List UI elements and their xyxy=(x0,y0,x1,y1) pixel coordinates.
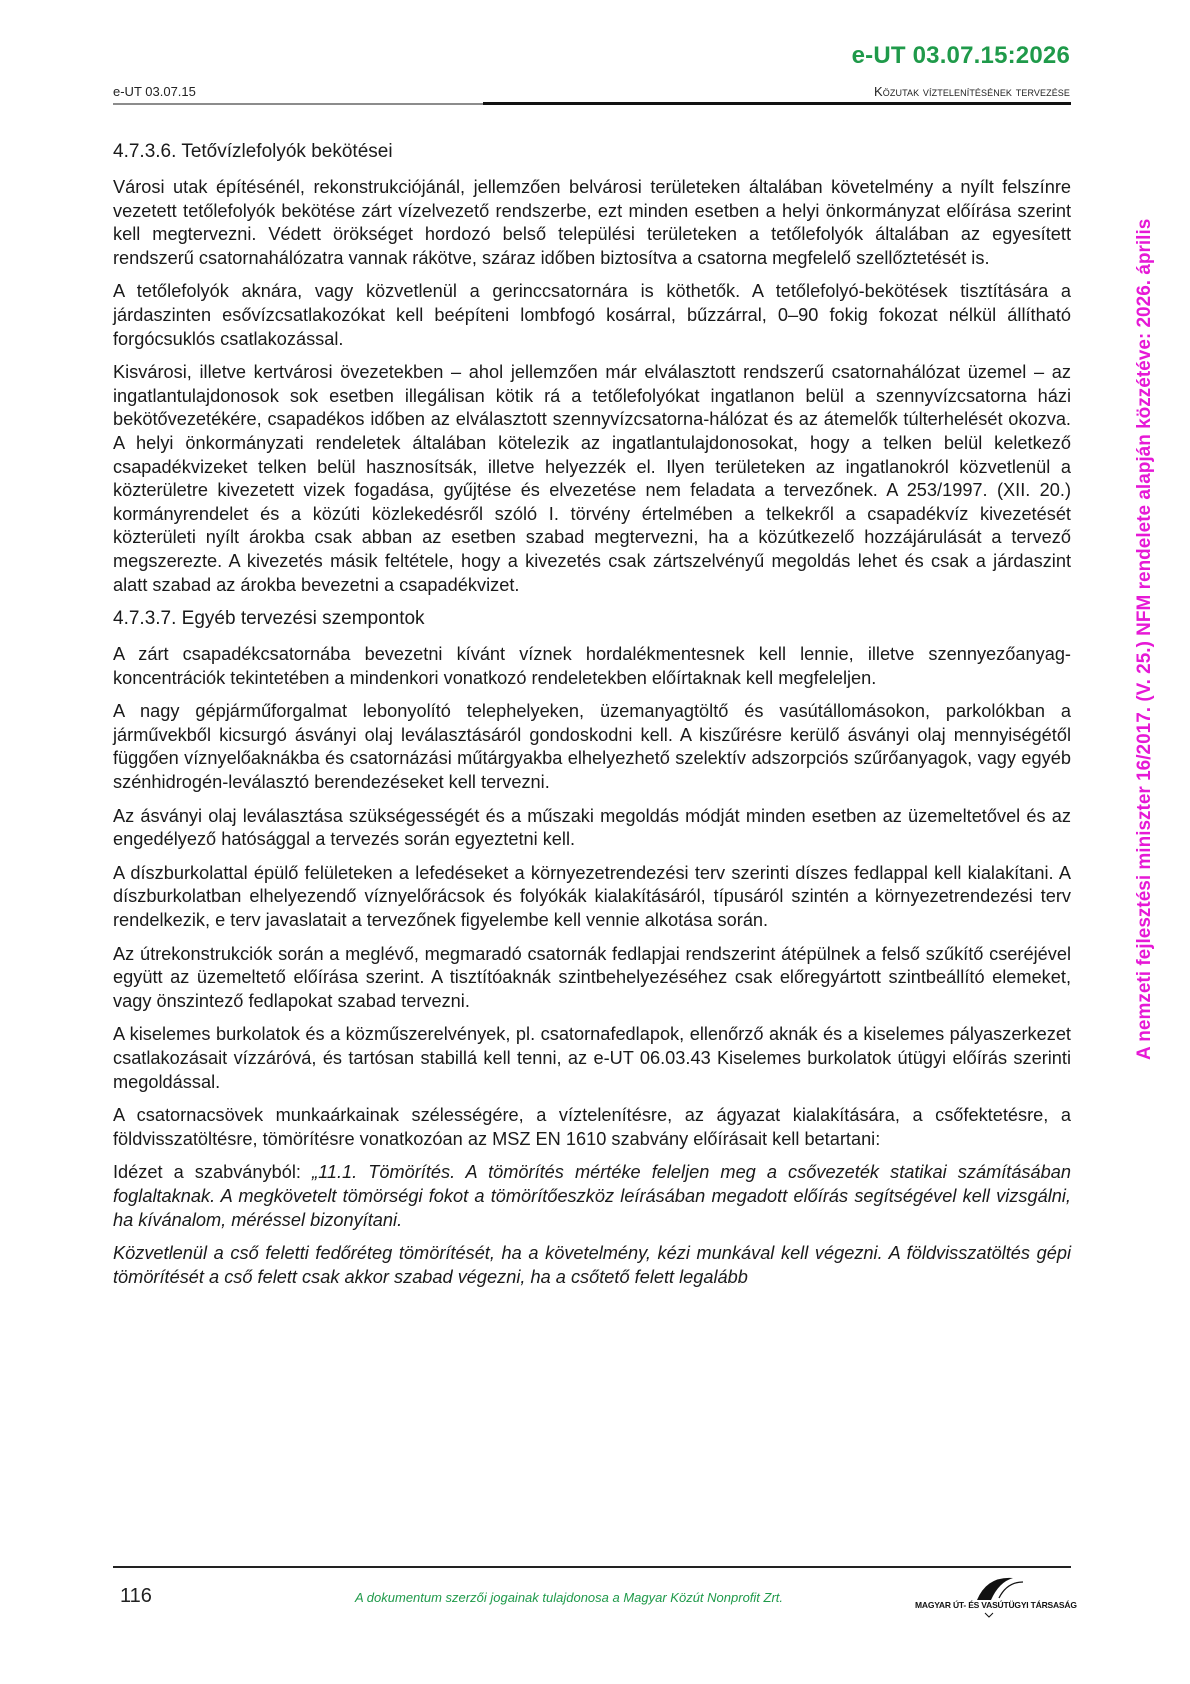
header-left: e-UT 03.07.15 xyxy=(113,84,196,99)
paragraph: Kisvárosi, illetve kertvárosi övezetekben – ahol jellemzően már elválasztott rendszerű csatornahálózat üzemel – az ingatlantulajdonosok sok esetben illegálisan kötik rá a tetőlefolyókat ingatlanon belül a szennyvízcsatorna házi bekötővezetékére, csapadékos időben az elválasztott szennyvízcsatorna-hálózat és az átemelők túlterhelését okozva. A helyi önkormányzati rendeletek általában kötelezik az ingatlantulajdonosokat, hogy a telken belül keletkező csapadékvizeket telken belül hasznosítsák, illetve helyezzék el. Ilyen területeken az ingatlanokról közvetlenül a közterületre kivezetett vizek fogadása, gyűjtése és elvezetése nem feladata a tervezőnek. A 253/1997. (XII. 20.) kormányrendelet és a közúti közlekedésről szóló I. törvény értelmében a telkekről a csapadékvíz kivezetését közterületi nyílt árokba csak abban az esetben szabad megtervezni, ha a közútkezelő hozzájárulását a tervező megszerezte. A kivezetés másik feltétele, hogy a kivezetés csak zártszelvényű megoldás lehet és csak a járdaszint alatt szabad az árokba bevezetni a csapadékvizet. xyxy=(113,362,1071,595)
page-content xyxy=(113,140,1071,1299)
header-rule-right xyxy=(483,102,1071,105)
footer-rule xyxy=(113,1566,1071,1568)
paragraph: Az ásványi olaj leválasztása szükségességét és a műszaki megoldás módját minden esetben az üzemeltetővel és az engedélyező hatósággal a tervezés során egyeztetni kell. xyxy=(113,805,1071,850)
quote-text: „11.1. Tömörítés. A tömörítés mértéke feleljen meg a csővezeték statikai számításában foglaltaknak. A megkövetelt tömörségi fokot a tömörítőeszköz leírásában megadott előírás segítségével kell vizsgálni, ha kívánalom, méréssel bizonyítani. xyxy=(113,1162,1071,1230)
paragraph: A csatornacsövek munkaárkainak szélességére, a víztelenítésre, az ágyazat kialakítására, a csőfektetésre, a földvisszatöltésre, tömörítésre vonatkozóan az MSZ EN 1610 szabvány előírásait kell betartani: xyxy=(113,1105,1071,1149)
section-4-7-3-7 xyxy=(113,607,1071,1289)
header-rule-left xyxy=(113,103,483,105)
document-code: e-UT 03.07.15:2026 xyxy=(851,42,1070,69)
logo-text: MAGYAR ÚT- ÉS VASÚTÜGYI TÁRSASÁG xyxy=(915,1600,1077,1610)
header-right-title: Közutak víztelenítésének tervezése xyxy=(874,84,1070,99)
road-arc-logo-icon xyxy=(915,1570,1075,1620)
page-number: 116 xyxy=(120,1585,152,1607)
side-publication-note: A nemzeti fejlesztési miniszter 16/2017. (V. 25.) NFM rendelete alapján közzétéve: 2026. április xyxy=(1134,218,1155,1060)
paragraph: A kiselemes burkolatok és a közműszerelvények, pl. csatornafedlapok, ellenőrző aknák és a kiselemes pályaszerkezet csatlakozásait vízzáróvá, és tartósan stabillá kell tenni, az e-UT 06.03.43 Kiselemes burkolatok útügyi előírás szerinti megoldással. xyxy=(113,1024,1071,1092)
paragraph: A nagy gépjárműforgalmat lebonyolító telephelyeken, üzemanyagtöltő és vasútállomásokon, parkolókban a járművekből kicsurgó ásványi olaj leválasztásáról gondoskodni kell. A kiszűrésre kerülő ásványi olaj mennyiségétől függően víznyelőaknákba és csatornázási műtárgyakba elhelyezhető szelektív adszorpciós szűrőanyagok, vagy egyéb szénhidrogén-leválasztó berendezéseket kell tervezni. xyxy=(113,701,1071,793)
quote-paragraph xyxy=(113,1161,1071,1232)
section-heading: 4.7.3.7. Egyéb tervezési szempontok xyxy=(113,608,425,630)
paragraph: A tetőlefolyók aknára, vagy közvetlenül a gerinccsatornára is köthetők. A tetőlefolyó-bekötések tisztítására a járdaszinten esővízcsatlakozókat kell beépíteni lombfogó kosárral, bűzzárral, 0–90 fokig fokozat nélkül állítható forgócsuklós csatlakozással. xyxy=(113,281,1071,349)
section-4-7-3-6 xyxy=(113,140,1071,597)
copyright-notice: A dokumentum szerzői jogainak tulajdonosa a Magyar Közút Nonprofit Zrt. xyxy=(355,1590,784,1605)
society-logo xyxy=(915,1570,1075,1620)
paragraph: A zárt csapadékcsatornába bevezetni kívánt víznek hordalékmentesnek kell lennie, illetve szennyezőanyag-koncentrációk tekintetében a mindenkori vonatkozó rendeletekben előírtaknak kell megfeleljen. xyxy=(113,644,1071,688)
section-heading: 4.7.3.6. Tetővízlefolyók bekötései xyxy=(113,141,393,162)
paragraph: Városi utak építésénél, rekonstrukciójánál, jellemzően belvárosi területeken általában követelmény a nyílt felszínre vezetett tetőlefolyók bekötése zárt vízelvezető rendszerbe, ezt minden esetben a helyi önkormányzat előírása szerint kell megtervezni. Védett örökséget hordozó belső települési területeken a tetőlefolyók általában az egyesített rendszerű csatornahálózatra vannak rákötve, száraz időben biztosítva a csatorna megfelelő szellőztetését is. xyxy=(113,177,1071,268)
paragraph: A díszburkolattal épülő felületeken a lefedéseket a környezetrendezési terv szerinti díszes fedlappal kell kialakítani. A díszburkolatban elhelyezendő víznyelőrácsok és folyókák kialakításáról, típusáról szintén a környezetrendezési terv rendelkezik, e terv javaslatait a tervezőnek figyelembe kell vennie alkotása során. xyxy=(113,862,1071,931)
quote-paragraph: Közvetlenül a cső feletti fedőréteg tömörítését, ha a követelmény, kézi munkával kell végezni. A földvisszatöltés gépi tömörítését a cső felett csak akkor szabad végezni, ha a csőtető felett legalább xyxy=(113,1243,1071,1287)
paragraph: Az útrekonstrukciók során a meglévő, megmaradó csatornák fedlapjai rendszerint átépülnek a felső szűkítő cseréjével együtt az üzemeltető előírása szerint. A tisztítóaknák szintbehelyezéséhez csak előregyártott szintbeállító elemeket, vagy önszintező fedlapokat szabad tervezni. xyxy=(113,943,1071,1011)
quote-intro: Idézet a szabványból: xyxy=(113,1162,313,1183)
